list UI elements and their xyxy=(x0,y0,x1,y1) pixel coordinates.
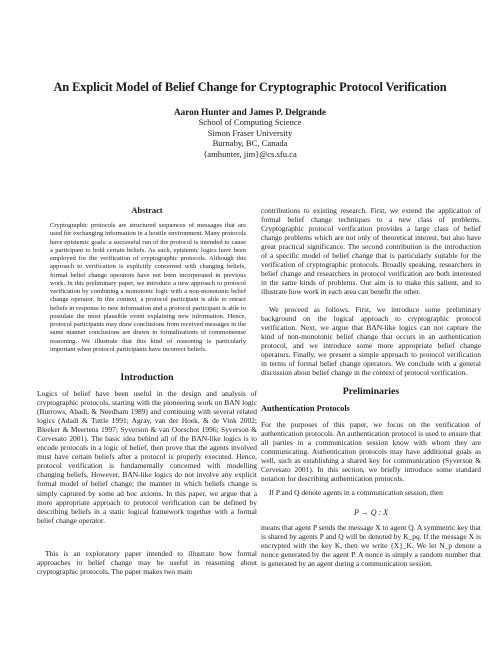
preliminaries-heading: Preliminaries xyxy=(342,386,400,397)
abstract-text: Cryptographic protocols are structured sequences of messages that are used for exchanging information in a hostile environment. Many protocols have epistemic goals: a successful run of the protocol is intended to cause a participant to hold certain beliefs. As such, epistemic logics have been employed for the verification of cryptographic protocols. Although this approach to verification is explicitly concerned with changing beliefs, formal belief change operators have not been incorporated in previous work. In this preliminary paper, we introduce a new approach to protocol verification by combining a monotonic logic with a non-monotonic belief change operator. In this context, a protocol participant is able to retract beliefs in response to new information and a protocol participant is able to postulate the most plausible event explaining new information. Hence, protocol participants may draw conclusions from received messages in the same manner conclusions are drawn in formalizations of commonsense reasoning. We illustrate that this kind of reasoning is particularly important when protocol participants have incorrect beliefs. xyxy=(50,222,246,353)
author-emails: {amhunter, jim}@cs.sfu.ca xyxy=(203,148,297,159)
authentication-protocols-heading: Authentication Protocols xyxy=(261,404,350,413)
affiliation-line: Burnaby, BC, Canada xyxy=(212,138,288,149)
authentication-paragraph: For the purposes of this paper, we focus on the verification of authentication protocols. An authentication protocol is used to ensure that all parties in a communication session know with whom they are communicating. Authentication protocols may have additional goals as well, such as establishing a shared key for communication (Syverson & Cervesato 2001). In this section, we briefly introduce some standard notation for describing authentication protocols. xyxy=(261,420,481,484)
introduction-paragraph: Logics of belief have been useful in the design and analysis of cryptographic protocols, starting with the pioneering work on BAN logic (Burrows, Abadi, & Needham 1989) and continuing with several related logics (Adadi & Tuttle 1991; Agray, van der Hoek, & de Vink 2002; Bleeker & Meertens 1997; Syverson & van Oorschot 1996; Syverson & Cervesato 2001). The basic idea behind all of the BAN-like logics is to encode protocols in a logic of belief, then prove that the agents involved must have certain beliefs after a protocol is properly executed. Hence, protocol verification is fundamentally concerned with modelling changing beliefs. However, BAN-like logics do not involve any explicit formal model of belief change; the manner in which beliefs change is simply captured by some ad hoc axioms. In this paper, we argue that a more appropriate approach to protocol verification can be defined by describing beliefs in a static logical framework together with a formal belief change operator. xyxy=(37,389,257,525)
author-names: Aaron Hunter and James P. Delgrande xyxy=(174,107,326,117)
affiliation-line: School of Computing Science xyxy=(198,117,302,128)
message-equation: P → Q : X xyxy=(353,508,389,517)
paper-title: An Explicit Model of Belief Change for Cryptographic Protocol Verification xyxy=(53,80,447,94)
introduction-heading: Introduction xyxy=(120,372,174,383)
authentication-paragraph: means that agent P sends the message X to agent Q. A symmetric key that is shared by agents P and Q will be denoted by K_pq. If the message X is encrypted with the key K, then we write {X}_K. We let N_p denote a nonce generated by the agent P. A nonce is simply a random number that is generated by an agent during a communication session. xyxy=(261,523,481,569)
outline-paragraph: We proceed as follows. First, we introduce some preliminary background on the logical approach to cryptographic protocol verification. Next, we argue that BAN-like logics can not capture the kind of non-monotonic belief change that occurs in an authentication protocol, and we introduce some more appropriate belief change operators. Finally, we present a simple approach to protocol verification in terms of formal belief change operators. We conclude with a general discussion about belief change in the context of protocol verification. xyxy=(261,305,481,378)
abstract-heading: Abstract xyxy=(131,206,163,215)
contributions-paragraph: contributions to existing research. First, we extend the application of formal belief change techniques to a new class of problems. Cryptographic protocol verification provides a large class of belief change problems which are not only of theoretical interest, but also have great practical significance. The second contribution is the introduction of a specific model of belief change that is particularly suitable for the verification of cryptographic protocols. Broadly speaking, researchers in belief change and researchers in protocol verification are both interested in the same kinds of problems. Our aim is to make this salient, and to illustrate how work in each area can benefit the other. xyxy=(261,206,481,297)
affiliation-line: Simon Fraser University xyxy=(207,127,293,138)
introduction-paragraph: This is an exploratory paper intended to illustrate how formal approaches to belief change may be useful in reasoning about cryptographic protocols. The paper makes two main xyxy=(37,549,257,577)
author-block xyxy=(0,107,500,159)
authentication-paragraph: If P and Q denote agents in a communication session, then xyxy=(269,488,443,497)
